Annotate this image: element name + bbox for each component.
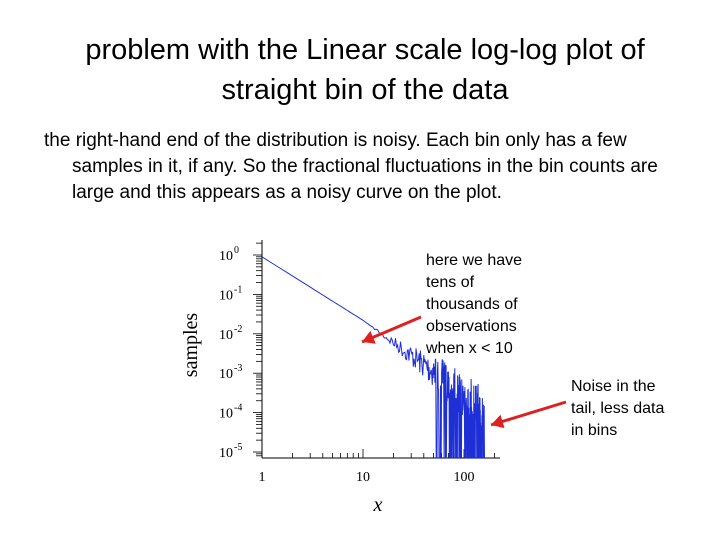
y-tick-exponent: 0 — [234, 245, 239, 256]
y-tick-label: 10 — [219, 406, 233, 422]
y-tick-exponent: -4 — [234, 402, 243, 414]
y-tick-label: 10 — [219, 446, 233, 461]
x-tick-label: 1 — [258, 470, 266, 485]
y-tick-label: 10 — [219, 288, 233, 304]
x-tick-label: 10 — [356, 470, 370, 485]
annotation-many-observations: here we have tens of thousands of observations when x < 10 — [426, 252, 523, 357]
y-tick-label: 10 — [219, 327, 233, 343]
slide-body-text: the right-hand end of the distribution is noisy. Each bin only has a few samples in it, if any. So the fractional fluctuations in the bin counts are large and this appears as a noisy curve on the plot. — [44, 130, 658, 203]
y-tick-exponent: -1 — [234, 284, 243, 296]
y-axis-label: samples — [180, 312, 202, 378]
y-tick-exponent: -5 — [234, 442, 243, 453]
y-tick-exponent: -2 — [234, 323, 243, 335]
slide-title: problem with the Linear scale log-log plot of straight bin of the data — [85, 34, 645, 106]
y-tick-label: 10 — [219, 249, 233, 264]
y-tick-label: 10 — [219, 367, 233, 383]
x-tick-label: 100 — [453, 470, 475, 485]
annotation-noisy-tail: Noise in the tail, less data in bins — [571, 378, 665, 439]
x-axis-label: x — [373, 494, 383, 516]
y-tick-exponent: -3 — [234, 363, 243, 375]
